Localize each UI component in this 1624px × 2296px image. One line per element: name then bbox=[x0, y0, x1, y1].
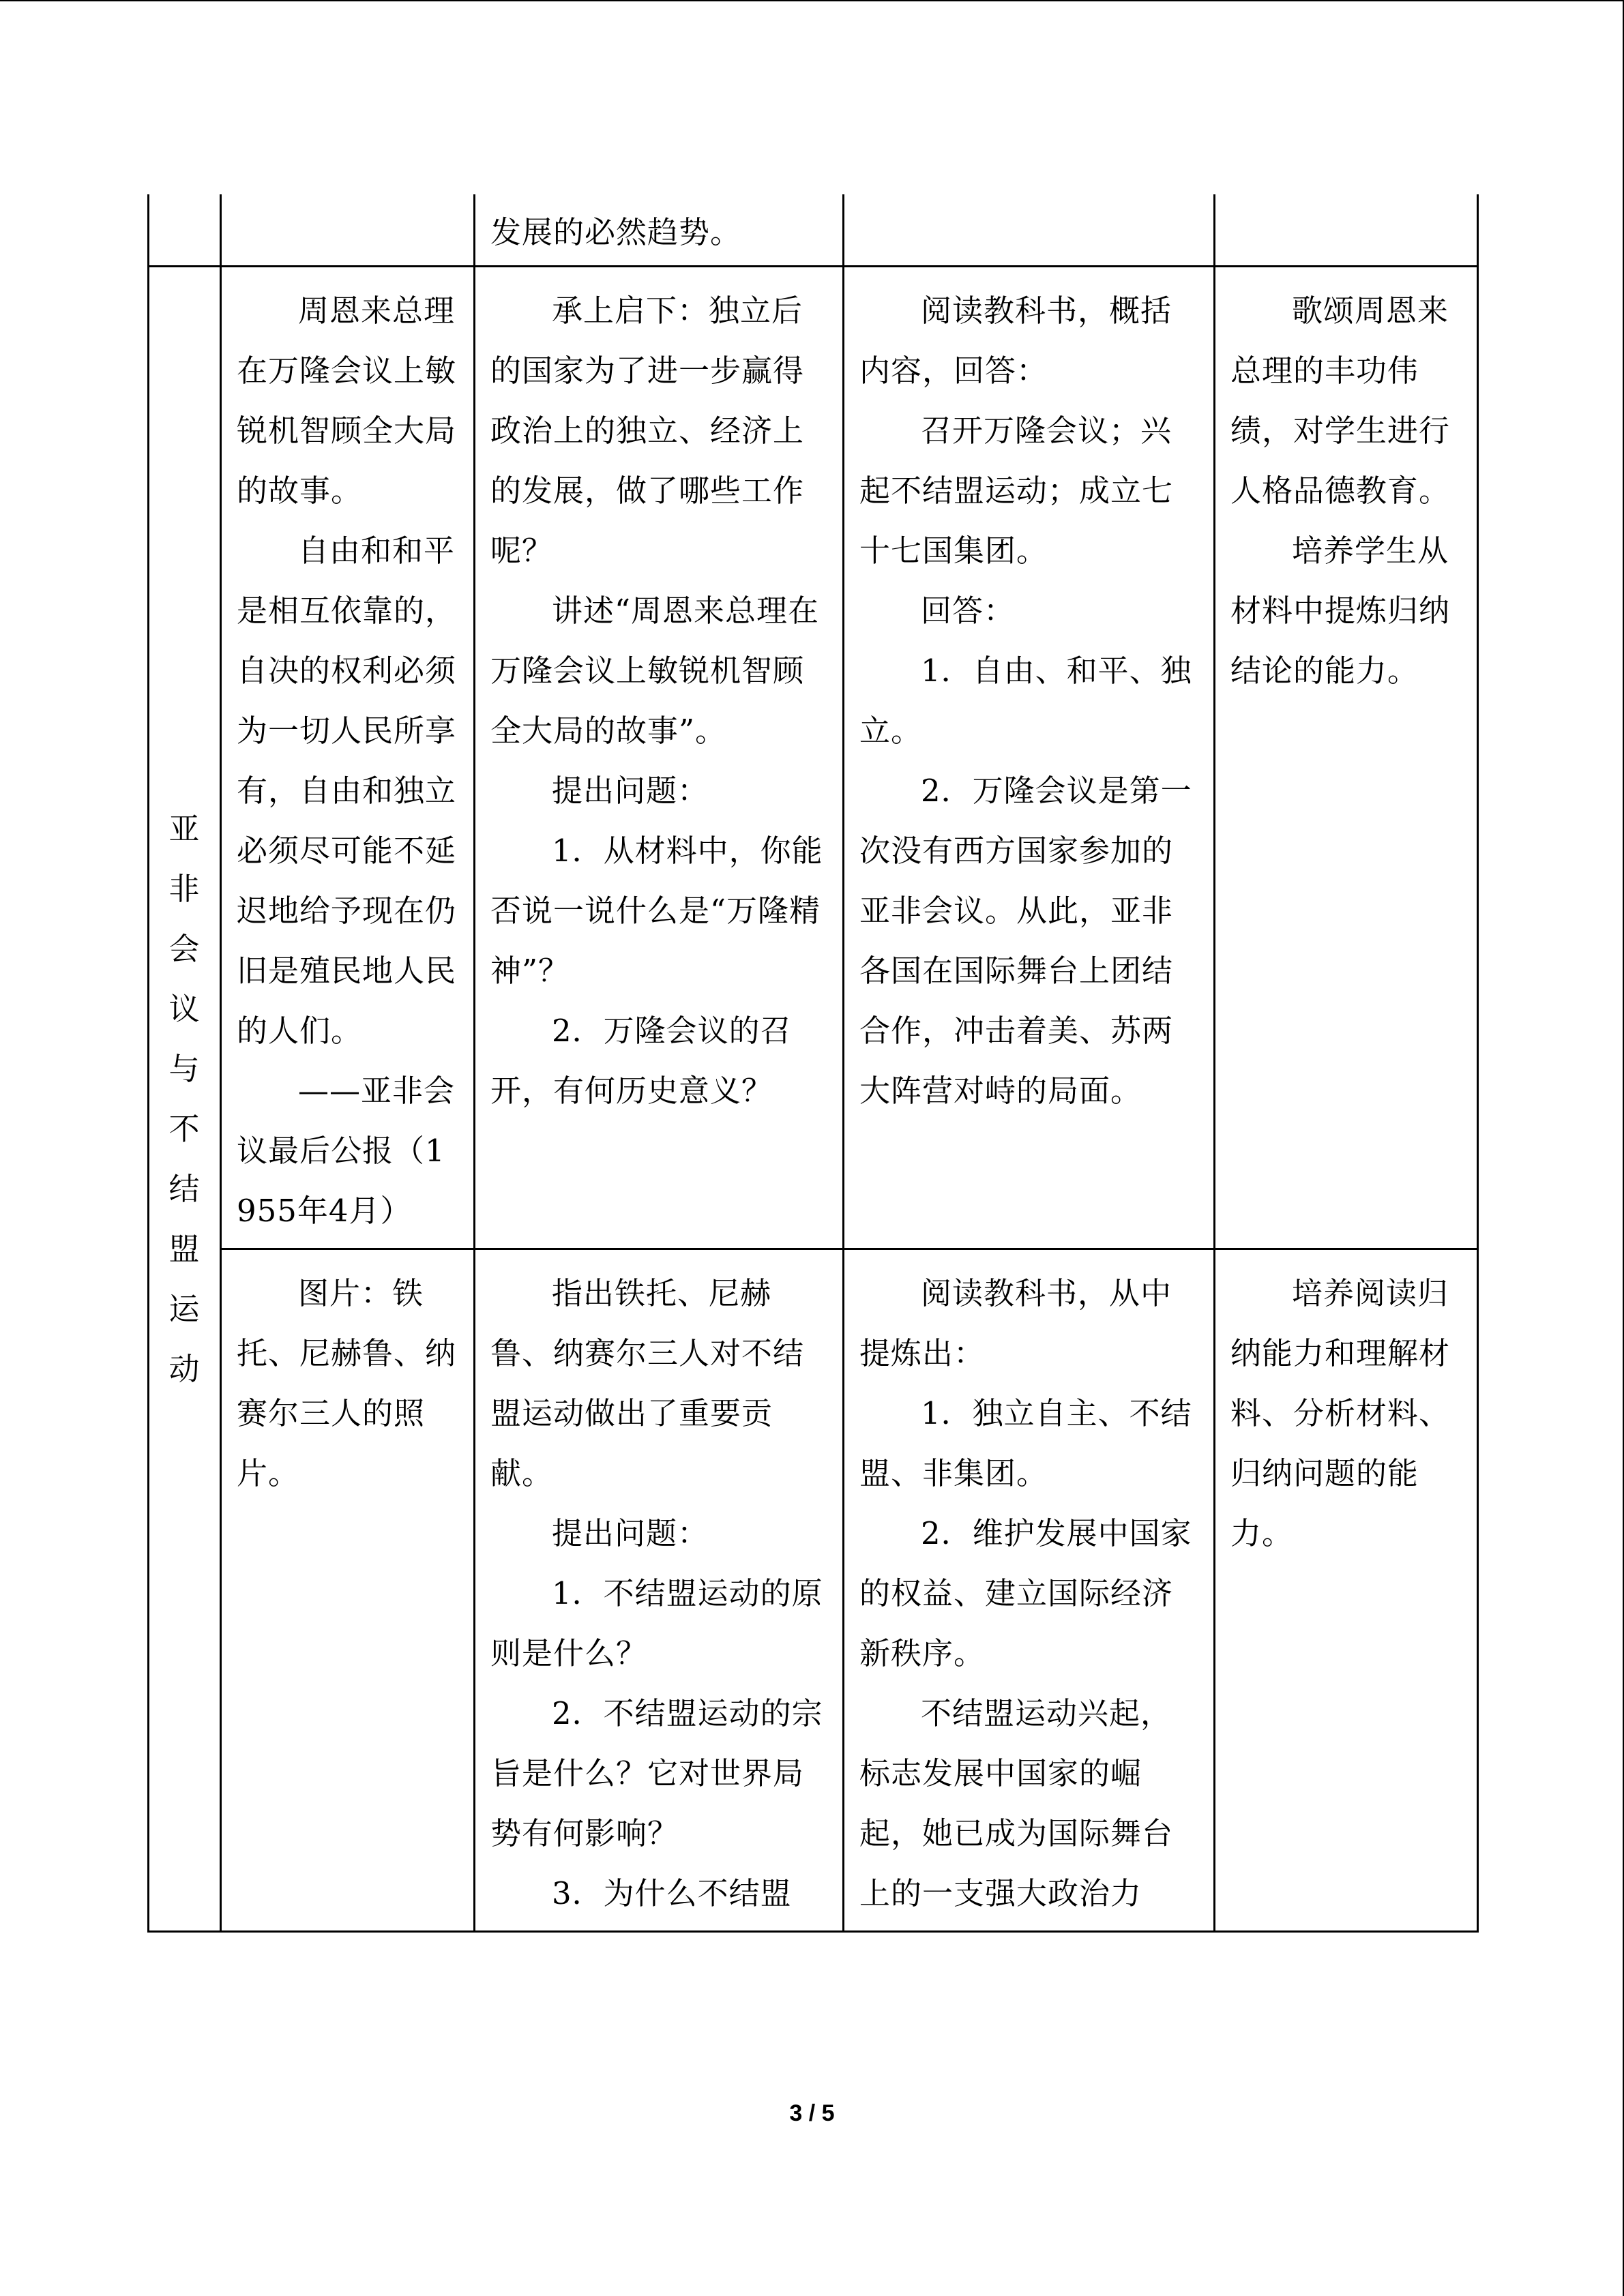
section-title: 亚非会议与不结盟运动 bbox=[168, 810, 201, 1387]
material-cell-continued bbox=[221, 194, 475, 267]
student-answer: 2．维护发展中国家的权益、建立国际经济新秩序。 bbox=[859, 1515, 1192, 1671]
table-row-non-aligned-movement bbox=[149, 1249, 1478, 1932]
lesson-plan-table bbox=[147, 194, 1479, 1933]
teacher-paragraph: 提出问题： bbox=[552, 773, 709, 809]
material-paragraph: 周恩来总理在万隆会议上敏锐机智顾全大局的故事。 bbox=[237, 293, 457, 509]
teacher-question: 1．从材料中，你能否说一说什么是“万隆精神”？ bbox=[490, 833, 823, 989]
teacher-paragraph: 提出问题： bbox=[552, 1515, 709, 1551]
intent-paragraph: 歌颂周恩来总理的丰功伟绩，对学生进行人格品德教育。 bbox=[1230, 293, 1451, 509]
student-cell bbox=[844, 267, 1215, 1249]
material-cell bbox=[221, 267, 475, 1249]
table-row-asia-africa-conference bbox=[149, 267, 1478, 1249]
student-cell bbox=[844, 1249, 1215, 1932]
page-number: 3 / 5 bbox=[789, 2100, 835, 2126]
student-answer: 1．自由、和平、独立。 bbox=[859, 653, 1192, 749]
page-top-border bbox=[0, 0, 1624, 1]
student-answer: 1．独立自主、不结盟、非集团。 bbox=[859, 1395, 1192, 1491]
teacher-question: 3．为什么不结盟 bbox=[552, 1875, 792, 1911]
student-answer: 2．万隆会议是第一次没有西方国家参加的亚非会议。从此，亚非各国在国际舞台上团结合作，冲击着美、苏两大阵营对峙的局面。 bbox=[859, 773, 1192, 1109]
student-paragraph: 召开万隆会议；兴起不结盟运动；成立七十七国集团。 bbox=[859, 413, 1174, 569]
intent-cell bbox=[1215, 1249, 1478, 1932]
material-cell bbox=[221, 1249, 475, 1932]
intent-cell-continued bbox=[1215, 194, 1478, 267]
teacher-cell-continued bbox=[475, 194, 844, 267]
material-source: ——亚非会议最后公报（1955年4月） bbox=[237, 1073, 456, 1229]
teacher-paragraph: 讲述“周恩来总理在万隆会议上敏锐机智顾全大局的故事”。 bbox=[490, 593, 820, 749]
teacher-question: 1．不结盟运动的原则是什么？ bbox=[490, 1575, 823, 1671]
student-paragraph: 回答： bbox=[921, 593, 1016, 629]
teacher-text: 发展的必然趋势。 bbox=[490, 214, 742, 250]
table-row-continued bbox=[149, 194, 1478, 267]
teacher-cell bbox=[475, 1249, 844, 1932]
teacher-paragraph: 指出铁托、尼赫鲁、纳赛尔三人对不结盟运动做出了重要贡献。 bbox=[490, 1275, 805, 1491]
student-paragraph: 不结盟运动兴起，标志发展中国家的崛起，她已成为国际舞台上的一支强大政治力 bbox=[859, 1695, 1174, 1911]
material-paragraph: 图片：铁托、尼赫鲁、纳赛尔三人的照片。 bbox=[237, 1275, 457, 1491]
section-title-cell bbox=[149, 267, 221, 1932]
student-cell-continued bbox=[844, 194, 1215, 267]
teacher-question: 2．万隆会议的召开，有何历史意义？ bbox=[490, 1013, 792, 1109]
section-cell-continued bbox=[149, 194, 221, 267]
material-paragraph: 自由和和平是相互依靠的，自决的权利必须为一切人民所享有，自由和独立必须尽可能不延迟地给予现在仍旧是殖民地人民的人们。 bbox=[237, 533, 457, 1049]
intent-paragraph: 培养阅读归纳能力和理解材料、分析材料、归纳问题的能力。 bbox=[1230, 1275, 1451, 1551]
student-paragraph: 阅读教科书，概括内容，回答： bbox=[859, 293, 1172, 389]
intent-cell bbox=[1215, 267, 1478, 1249]
teacher-question: 2．不结盟运动的宗旨是什么？它对世界局势有何影响？ bbox=[490, 1695, 823, 1851]
teacher-cell bbox=[475, 267, 844, 1249]
student-paragraph: 阅读教科书，从中提炼出： bbox=[859, 1275, 1172, 1371]
intent-paragraph: 培养学生从材料中提炼归纳结论的能力。 bbox=[1230, 533, 1451, 689]
teacher-paragraph: 承上启下：独立后的国家为了进一步赢得政治上的独立、经济上的发展，做了哪些工作呢？ bbox=[490, 293, 805, 569]
